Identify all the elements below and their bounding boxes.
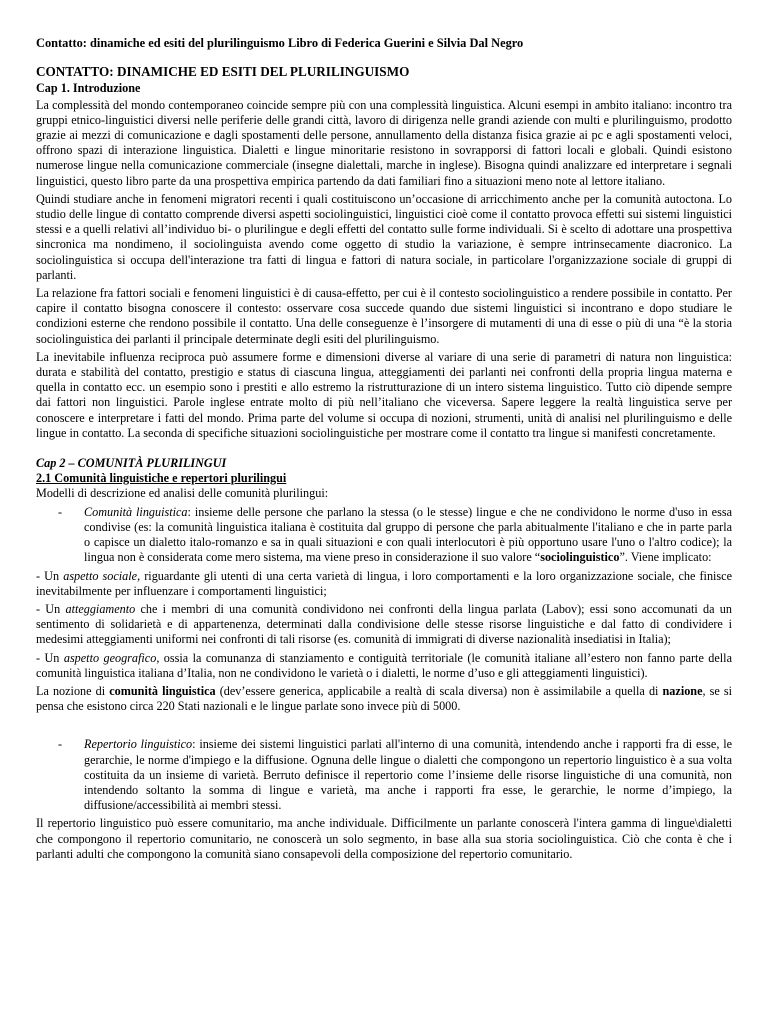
paragraph-2: Quindi studiare anche in fenomeni migratori recenti i quali costituiscono un’occasione di arricchimento anche per la comunità autoctona. Lo studio delle lingue di contatto comprende diversi aspetti sociolinguistici, linguistici cioè come il contatto provoca effetti sui sistemi linguistici stessi e a quelli relativi all’individuo bi- o plurilingue e degli effetti del contatto sulle forme individuali. Si è scelto di adottare una prospettiva sincronica ma nondimeno, il sociolinguista avendo come oggetto di studio la variazione, è sempre intrinsecamente diacronico. La sociolinguistica si occupa dell'interazione tra fatti di lingua e fattori di natura sociale, in particolare l'organizzazione sociale di gruppi di parlanti. xyxy=(36,191,732,282)
bullet-text: Repertorio linguistico: insieme dei sistemi linguistici parlati all'interno di una comunità, intendendo anche i rapporti fra di esse, le gerarchie, le norme d'impiego e la diffusione. Ognuna delle lingue o dialetti che compongono un repertorio linguistico è a sua volta costituita da un insieme di varietà. Berruto definisce il repertorio come l’insieme delle risorse linguistiche di una comunità, non intendendo soltanto la somma di lingue e varietà, ma anche i rapporti fra esse, le gerarchie, le norme d’impiego, la diffusione/accessibilità ai membri stessi. xyxy=(84,737,732,813)
bullet-term: Comunità linguistica xyxy=(84,504,188,519)
document-heading: CONTATTO: DINAMICHE ED ESITI DEL PLURILINGUISMO xyxy=(36,64,410,80)
bullet-comunita-linguistica xyxy=(36,505,732,566)
document-title: Contatto: dinamiche ed esiti del plurilinguismo Libro di Federica Guerini e Silvia Dal Negro xyxy=(36,36,524,50)
bullet-term: Repertorio linguistico xyxy=(84,737,193,752)
aspect-sociale: - Un aspetto sociale, riguardante gli utenti di una certa varietà di lingua, i loro comportamenti e la loro organizzazione sociale, che finisce inevitabilmente per influenzare i comportamenti linguistici; xyxy=(36,568,732,598)
bullet-dash: - xyxy=(58,737,63,752)
bold-term: sociolinguistico xyxy=(540,550,620,565)
nozione-paragraph: La nozione di comunità linguistica (dev’essere generica, applicabile a realtà di scala diversa) non è assimilabile a quella di nazione, se si pensa che esistono circa 220 Stati nazionali e le lingue parlate sono invece più di 5000. xyxy=(36,683,733,714)
chapter-1-title: Cap 1. Introduzione xyxy=(36,81,141,96)
chapter-2-title: Cap 2 – COMUNITÀ PLURILINGUI xyxy=(36,456,227,471)
bullet-text: Comunità linguistica: insieme delle persone che parlano la stessa (o le stesse) lingue e che ne condividono le norme d'uso in essa condivise (es: la comunità linguistica italiana è costituita dal gruppo di persone che parla abitualmente l'italiano e che in parte parla o capisce un dialetto italo-romanzo e sa in quali situazioni e con quali interlocutori è più opportuno usare l'uno o l'altro codice); la lingua non è considerata come mero sistema, ma viene preso in considerazione il suo valore “sociolinguistico”. Viene implicato: xyxy=(84,504,732,565)
aspect-geografico: - Un aspetto geografico, ossia la comunanza di stanziamento e contiguità territoriale (le comunità italiane all’estero non fanno parte della comunità linguistica italiana d’Italia, non ne condividono le varietà o i dialetti, le norme d’uso e gli atteggiamenti linguistici). xyxy=(36,650,732,680)
bullet-dash: - xyxy=(58,504,63,519)
bullet-repertorio-linguistico xyxy=(36,737,732,813)
paragraph-final: Il repertorio linguistico può essere comunitario, ma anche individuale. Difficilmente un parlante conoscerà l'intera gamma di lingue\dialetti che compongono il repertorio comunitario, ne conoscerà un solo segmento, in base alla sua storia sociolinguistica. Ciò che conta è che i parlanti adulti che compongono la comunità siano consapevoli della composizione del repertorio comunitario. xyxy=(36,816,732,861)
paragraph-4: La inevitabile influenza reciproca può assumere forme e dimensioni diverse al variare di una serie di parametri di natura non linguistica: durata e stabilità del contatto, prestigio e status di ciascuna lingua, atteggiamenti dei parlanti nei confronti della propria lingua materna e quella in contatto ecc. un esempio sono i prestiti e allo estremo la ristrutturazione di un intero sistema linguistico. Tutto ciò dipende sempre dai fattori non linguistici. Parole inglese entrate molto di più nell’italiano che viceversa. Sapere leggere la realtà linguistica serve per conoscere e interpretare i fatti del mondo. Prima parte del volume si occupa di nozioni, strumenti, unità di analisi nel plurilinguismo e delle lingue in contatto. La seconda di specifiche situazioni sociolinguistiche per mostrare come il contatto tra lingue si manifesti concretamente. xyxy=(36,349,732,440)
aspect-atteggiamento: - Un atteggiamento che i membri di una comunità condividono nei confronti della lingua parlata (Labov); essi sono accomunati da un sentimento di solidarietà e di appartenenza, determinati dalla condivisione delle stesse risorse linguistiche e dal fatto di condividere i medesimi atteggiamenti uniformi nei confronti di tali risorse (es. comunità di immigrati di diverse nazionalità insediatisi in Italia); xyxy=(36,601,732,647)
section-2-1-title: 2.1 Comunità linguistiche e repertori plurilingui xyxy=(36,471,287,486)
paragraph-1: La complessità del mondo contemporaneo coincide sempre più con una complessità linguistica. Alcuni esempi in ambito italiano: incontro tra gruppi etnico-linguistici diversi nelle periferie delle grandi città, lavoro di dirigenza nelle grandi aziende con multi e plurilinguismo, prodotto grazie ai mezzi di comunicazione e dagli spostamenti delle persone, annullamento della distanza fisica grazie ai pc e agli spostamenti veloci, offrono spazi di interazione linguistica. Dialetti e lingue minoritarie resistono in sovrapporsi di fattori locali e globali. Quindi esistono numerose lingue nella comunicazione commerciale (insegne dialettali, marche in inglese). Bisogna quindi analizzare ed interpretare i segnali linguistici, questo libro parte da una prospettiva empirica partendo da dati familiari fino a situazioni meno note al lettore italiano. xyxy=(36,97,732,188)
models-intro: Modelli di descrizione ed analisi delle comunità plurilingui: xyxy=(36,486,329,501)
paragraph-3: La relazione fra fattori sociali e fenomeni linguistici è di causa-effetto, per cui è il contesto sociolinguistico a rendere possibile in contatto. Per capire il contatto bisogna conoscere il contesto: osservare cosa succede quando due sistemi linguistici si incontrano e dopo studiare le condizioni esterne che rendono possibile il contatto. Una delle conseguenze è l’insorgere di mutamenti di una di esse o più di una “è la storia sociolinguistica dei parlanti il principale determinate degli esiti del plurilinguismo. xyxy=(36,286,732,346)
